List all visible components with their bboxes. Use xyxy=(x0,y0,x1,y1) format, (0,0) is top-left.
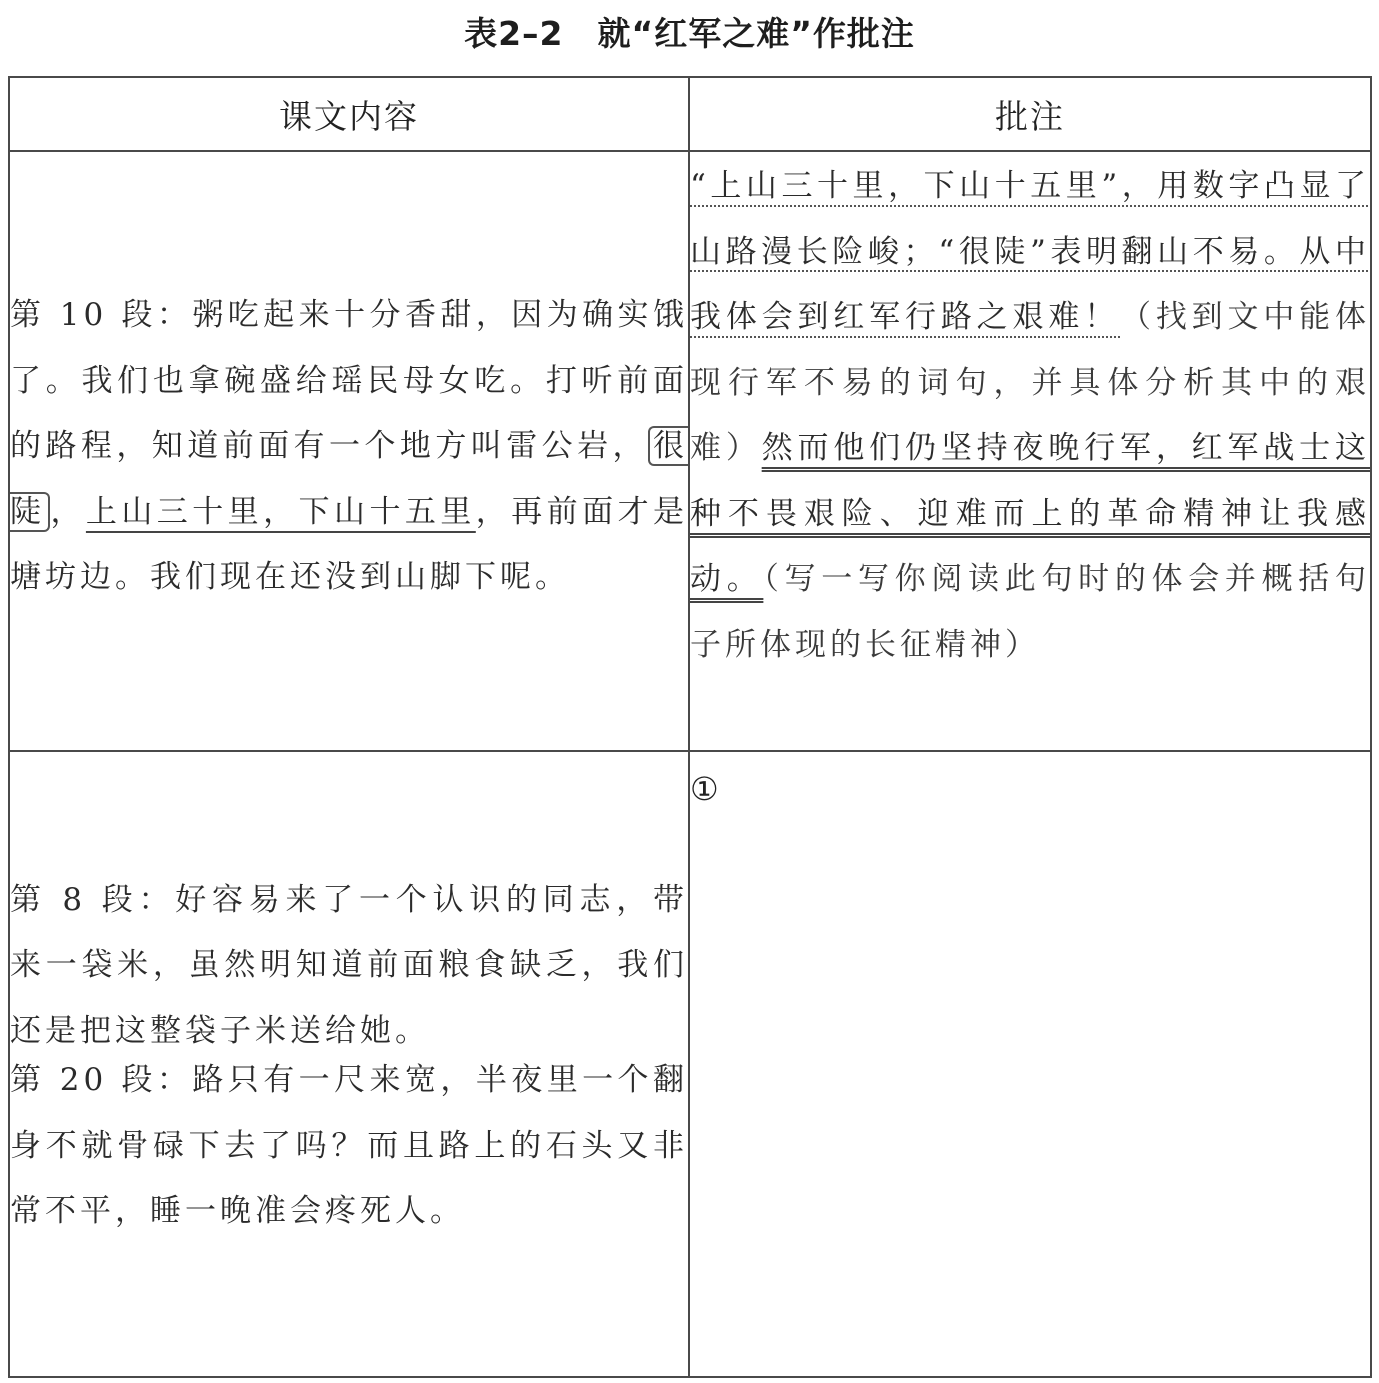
paragraph-10-prefix: 第 10 段：粥吃起来十分香甜，因为确实饿了。我们也拿碗盛给瑶民母女吃。打听前面的路程，知道前面有一个地方叫雷公岩， xyxy=(10,297,688,465)
table-title-text: 就“红军之难”作批注 xyxy=(597,14,915,53)
paragraph-10-suffix: ，再前面才是塘坊边。我们现在还没到山脚下呢。 xyxy=(10,493,689,596)
annotation-hint-1: （找到文中能体现行军不易的词句，并具体分析其中的艰难） xyxy=(690,299,1370,466)
header-row xyxy=(9,77,1371,151)
header-annotation: 批注 xyxy=(689,77,1371,151)
annotation-hint-2: （写一写你阅读此句时的体会并概括句子所体现的长征精神） xyxy=(690,561,1370,663)
underlined-phrase: 上山三十里，下山十五里 xyxy=(85,493,476,530)
paragraph-10 xyxy=(10,283,688,611)
table-row xyxy=(9,751,1371,1377)
paragraph-10-comma: ， xyxy=(50,493,86,530)
header-content: 课文内容 xyxy=(9,77,689,151)
table-number: 表2–2 xyxy=(464,14,564,53)
annotation-dotted-sentence: “上山三十里，下山十五里”，用数字凸显了山路漫长险峻；“很陡”表明翻山不易。从中我体会到红军行路之艰难！ xyxy=(690,168,1370,335)
boxed-phrase: 很陡 xyxy=(10,428,688,530)
annotation-table xyxy=(8,76,1372,1378)
content-cell xyxy=(9,151,689,751)
paragraph-20: 第 20 段：路只有一尺来宽，半夜里一个翻身不就骨碌下去了吗？而且路上的石头又非常不平，睡一晚准会疼死人。 xyxy=(10,1062,688,1229)
paragraph-8: 第 8 段：好容易来了一个认识的同志，带来一袋米，虽然明知道前面粮食缺乏，我们还是把这整袋子米送给她。 xyxy=(10,881,688,1049)
annotation-marker: ① xyxy=(690,770,719,808)
annotation-cell-blank xyxy=(689,751,1371,1377)
table-title xyxy=(0,8,1379,55)
annotation-text xyxy=(690,154,1370,678)
content-cell xyxy=(9,751,689,1377)
annotation-double-sentence: 然而他们仍坚持夜晚行军，红军战士这种不畏艰险、迎难而上的革命精神让我感动。 xyxy=(690,430,1371,597)
table-row xyxy=(9,151,1371,751)
annotation-cell xyxy=(689,151,1371,751)
